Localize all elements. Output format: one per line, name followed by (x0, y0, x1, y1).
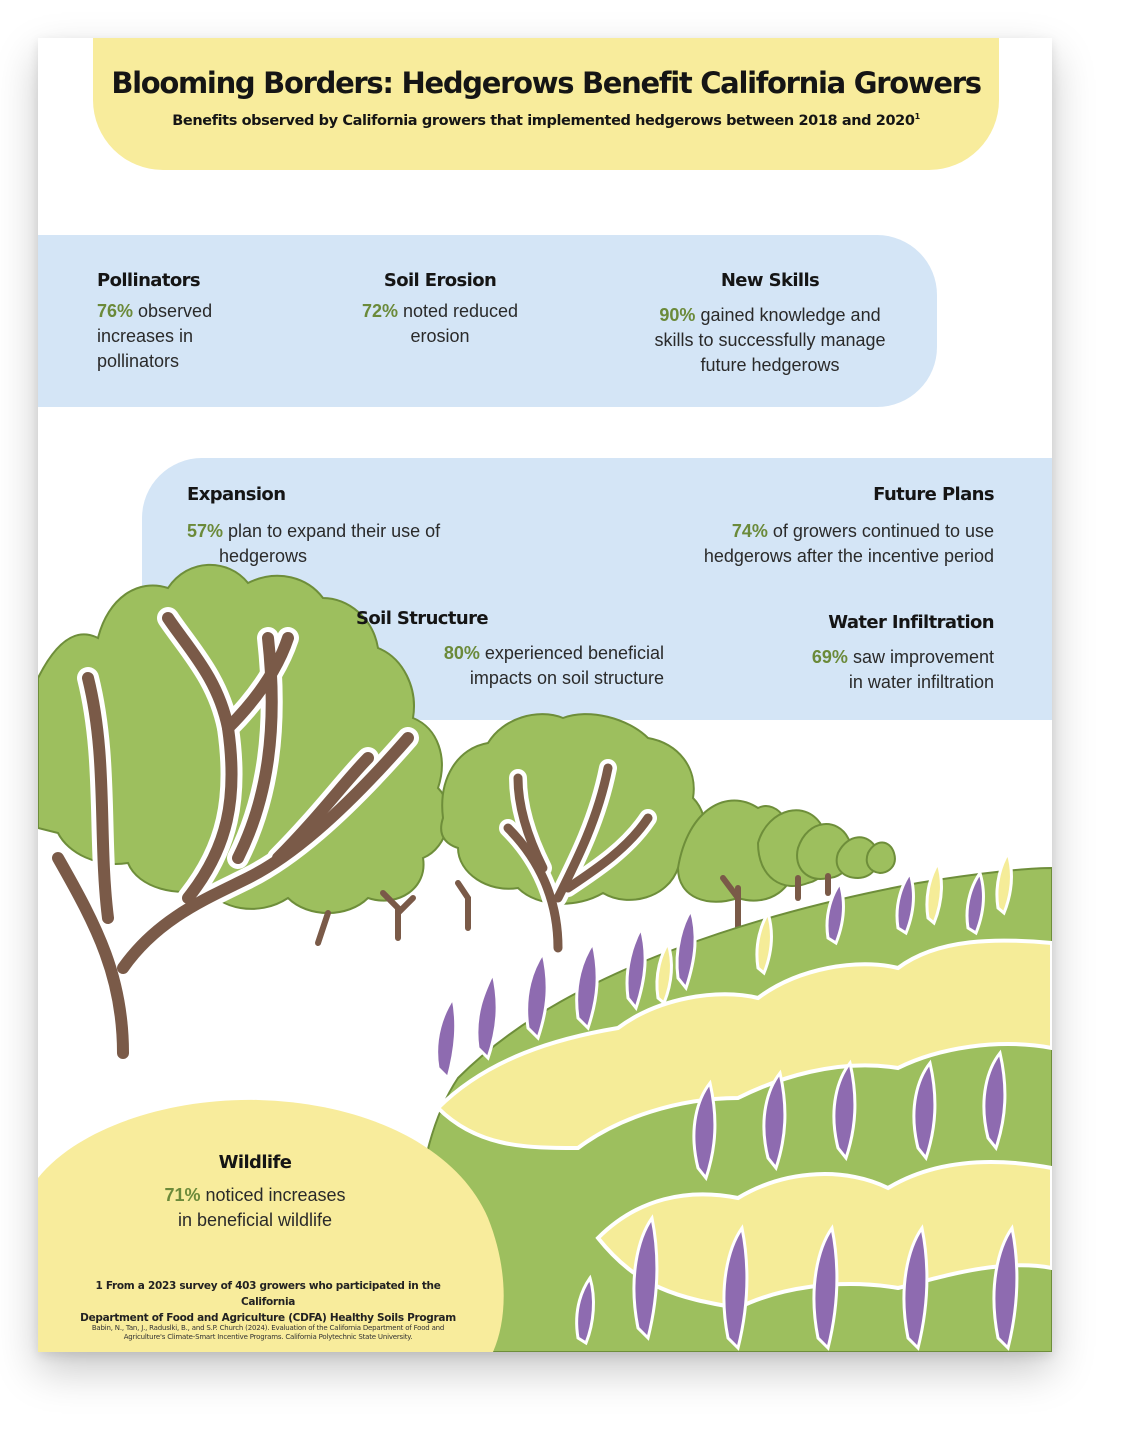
stat-soil-erosion-title: Soil Erosion (383, 270, 497, 291)
citation: Babin, N., Tan, J., Raduslki, B., and S.P. Church (2024). Evaluation of the California Department of Food and Agriculture's Climate-Smart Incentive Programs. California Polytechnic State University. (91, 1324, 445, 1341)
stat-soil-erosion: Soil Erosion 72% noted reduced erosion (320, 270, 560, 349)
stat-water-infiltration-title: Water Infiltration (828, 612, 994, 633)
stat-new-skills: New Skills 90% gained knowledge and skills to successfully manage future hedgerows (620, 270, 920, 378)
subtitle-footnote-mark: 1 (914, 112, 920, 121)
stat-wildlife-title: Wildlife (218, 1152, 292, 1173)
stat-new-skills-pct: 90% (659, 305, 696, 325)
stat-pollinators: Pollinators 76% observed increases in pollinators (97, 270, 213, 371)
footnote: 1 From a 2023 survey of 403 growers who participated in the California Department of Food and Agriculture (CDFA) Healthy Soils Program (80, 1280, 456, 1324)
stat-expansion-title: Expansion (187, 484, 286, 505)
stat-wildlife-pct: 71% (164, 1185, 201, 1205)
subtitle-text: Benefits observed by California growers that implemented hedgerows between 2018 and 2020 (172, 112, 915, 129)
stat-expansion-pct: 57% (187, 521, 224, 541)
stat-water-infiltration-pct: 69% (811, 647, 848, 667)
stat-pollinators-title: Pollinators (97, 270, 200, 291)
stat-expansion: Expansion 57% plan to expand their use of hedgerows (187, 484, 441, 566)
stat-water-infiltration: Water Infiltration 69% saw improvement in water infiltration (694, 612, 994, 695)
stat-future-plans-pct: 74% (731, 521, 768, 541)
stat-soil-structure-title: Soil Structure (356, 608, 488, 629)
infographic-page (38, 38, 1052, 1352)
stat-pollinators-pct: 76% (97, 301, 134, 321)
stat-soil-structure: Soil Structure 80% experienced beneficial impacts on soil structure (324, 608, 664, 691)
stat-soil-structure-pct: 80% (443, 643, 480, 663)
stat-future-plans: Future Plans 74% of growers continued to use hedgerows after the incentive period (594, 484, 994, 569)
stat-future-plans-title: Future Plans (873, 484, 994, 505)
stat-new-skills-title: New Skills (720, 270, 820, 291)
stat-soil-erosion-pct: 72% (361, 301, 398, 321)
stat-wildlife: Wildlife 71% noticed increases in beneficial wildlife (125, 1152, 385, 1233)
page-title: Blooming Borders: Hedgerows Benefit California Growers (111, 66, 981, 100)
